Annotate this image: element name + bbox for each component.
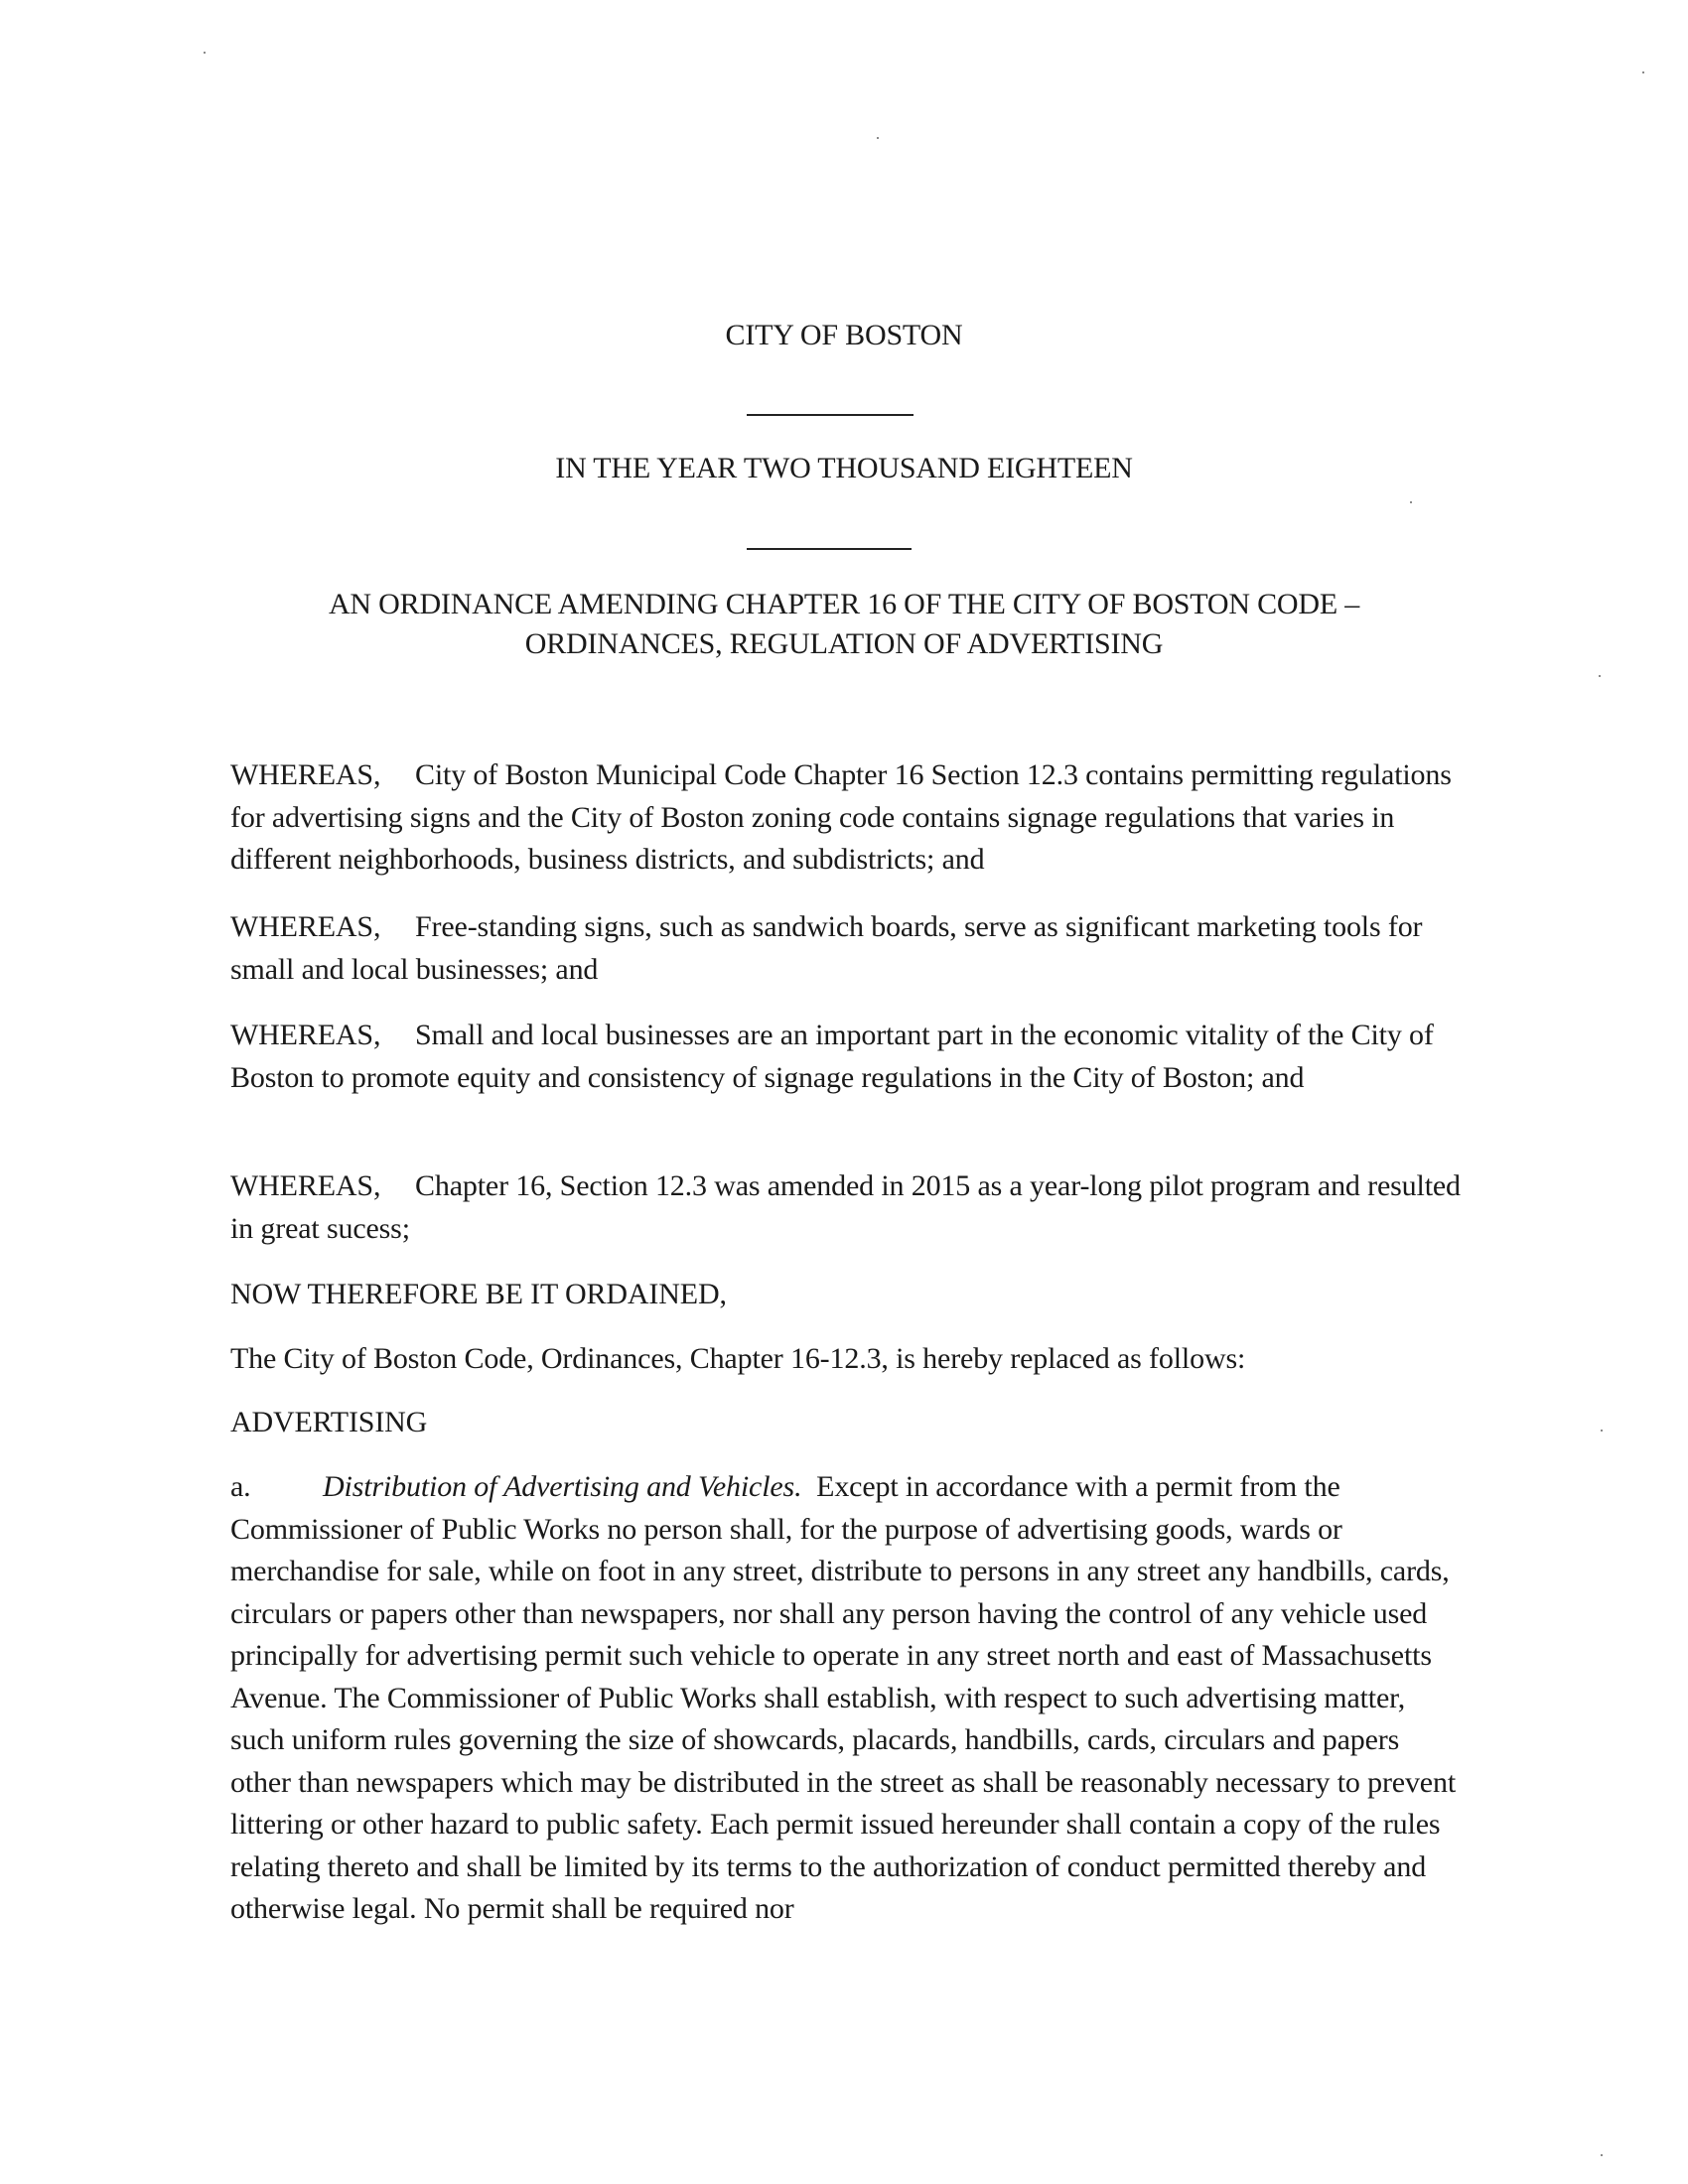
city-heading: CITY OF BOSTON — [725, 319, 963, 351]
ordinance-title-line-1: AN ORDINANCE AMENDING CHAPTER 16 OF THE CITY OF BOSTON CODE – — [328, 588, 1360, 620]
whereas-text: Chapter 16, Section 12.3 was amended in 2015 as a year-long pilot program and resulted in great sucess; — [230, 1169, 1461, 1245]
whereas-lead: WHEREAS, — [230, 910, 381, 943]
section-a-marker: a. — [230, 1470, 251, 1503]
scan-speck — [1601, 2154, 1603, 2156]
section-a-heading: Distribution of Advertising and Vehicles. — [323, 1470, 802, 1503]
whereas-clause-1 — [230, 754, 1462, 882]
whereas-text: Small and local businesses are an important part in the economic vitality of the City of Boston to promote equity and consistency of signage regulations in the City of Boston; and — [230, 1019, 1434, 1094]
scan-speck — [1601, 1430, 1603, 1432]
ordained-line: NOW THEREFORE BE IT ORDAINED, — [230, 1278, 727, 1310]
year-heading: IN THE YEAR TWO THOUSAND EIGHTEEN — [555, 452, 1133, 484]
scan-speck — [1410, 501, 1412, 503]
scan-speck — [1642, 71, 1644, 73]
whereas-lead: WHEREAS, — [230, 1169, 381, 1202]
whereas-lead: WHEREAS, — [230, 1019, 381, 1051]
scan-speck — [877, 137, 879, 139]
header-divider-2 — [747, 548, 912, 550]
header-divider-1 — [747, 414, 914, 416]
whereas-text: Free-standing signs, such as sandwich boards, serve as significant marketing tools for small and local businesses; and — [230, 910, 1423, 986]
section-a-text: Except in accordance with a permit from the Commissioner of Public Works no person shall, for the purpose of advertising goods, wards or merchandise for sale, while on foot in any street, distribute to persons in any street any handbills, cards, circulars or papers other than newspapers, nor shall any person having the control of any vehicle used principally for advertising permit such vehicle to operate in any street north and east of Massachusetts Avenue. The Commissioner of Public Works shall establish, with respect to such advertising matter, such uniform rules governing the size of showcards, placards, handbills, cards, circulars and papers other than newspapers which may be distributed in the street as shall be reasonably necessary to prevent littering or other hazard to public safety. Each permit issued hereunder shall contain a copy of the rules relating thereto and shall be limited by its terms to the authorization of conduct permitted thereby and otherwise legal. No permit shall be required nor — [230, 1470, 1457, 1925]
section-heading: ADVERTISING — [230, 1406, 428, 1438]
whereas-clause-4 — [230, 1165, 1462, 1250]
scan-speck — [1599, 675, 1601, 677]
whereas-clause-2 — [230, 906, 1462, 991]
section-a-paragraph — [230, 1466, 1462, 1931]
replacement-line: The City of Boston Code, Ordinances, Chapter 16-12.3, is hereby replaced as follows: — [230, 1342, 1246, 1375]
whereas-clause-3 — [230, 1015, 1462, 1099]
whereas-lead: WHEREAS, — [230, 758, 381, 791]
scan-speck — [204, 52, 206, 54]
whereas-text: City of Boston Municipal Code Chapter 16 Section 12.3 contains permitting regulations for advertising signs and the City of Boston zoning code contains signage regulations that varies in different neighborhoods, business districts, and subdistricts; and — [230, 758, 1452, 876]
ordinance-title-line-2: ORDINANCES, REGULATION OF ADVERTISING — [524, 627, 1164, 660]
